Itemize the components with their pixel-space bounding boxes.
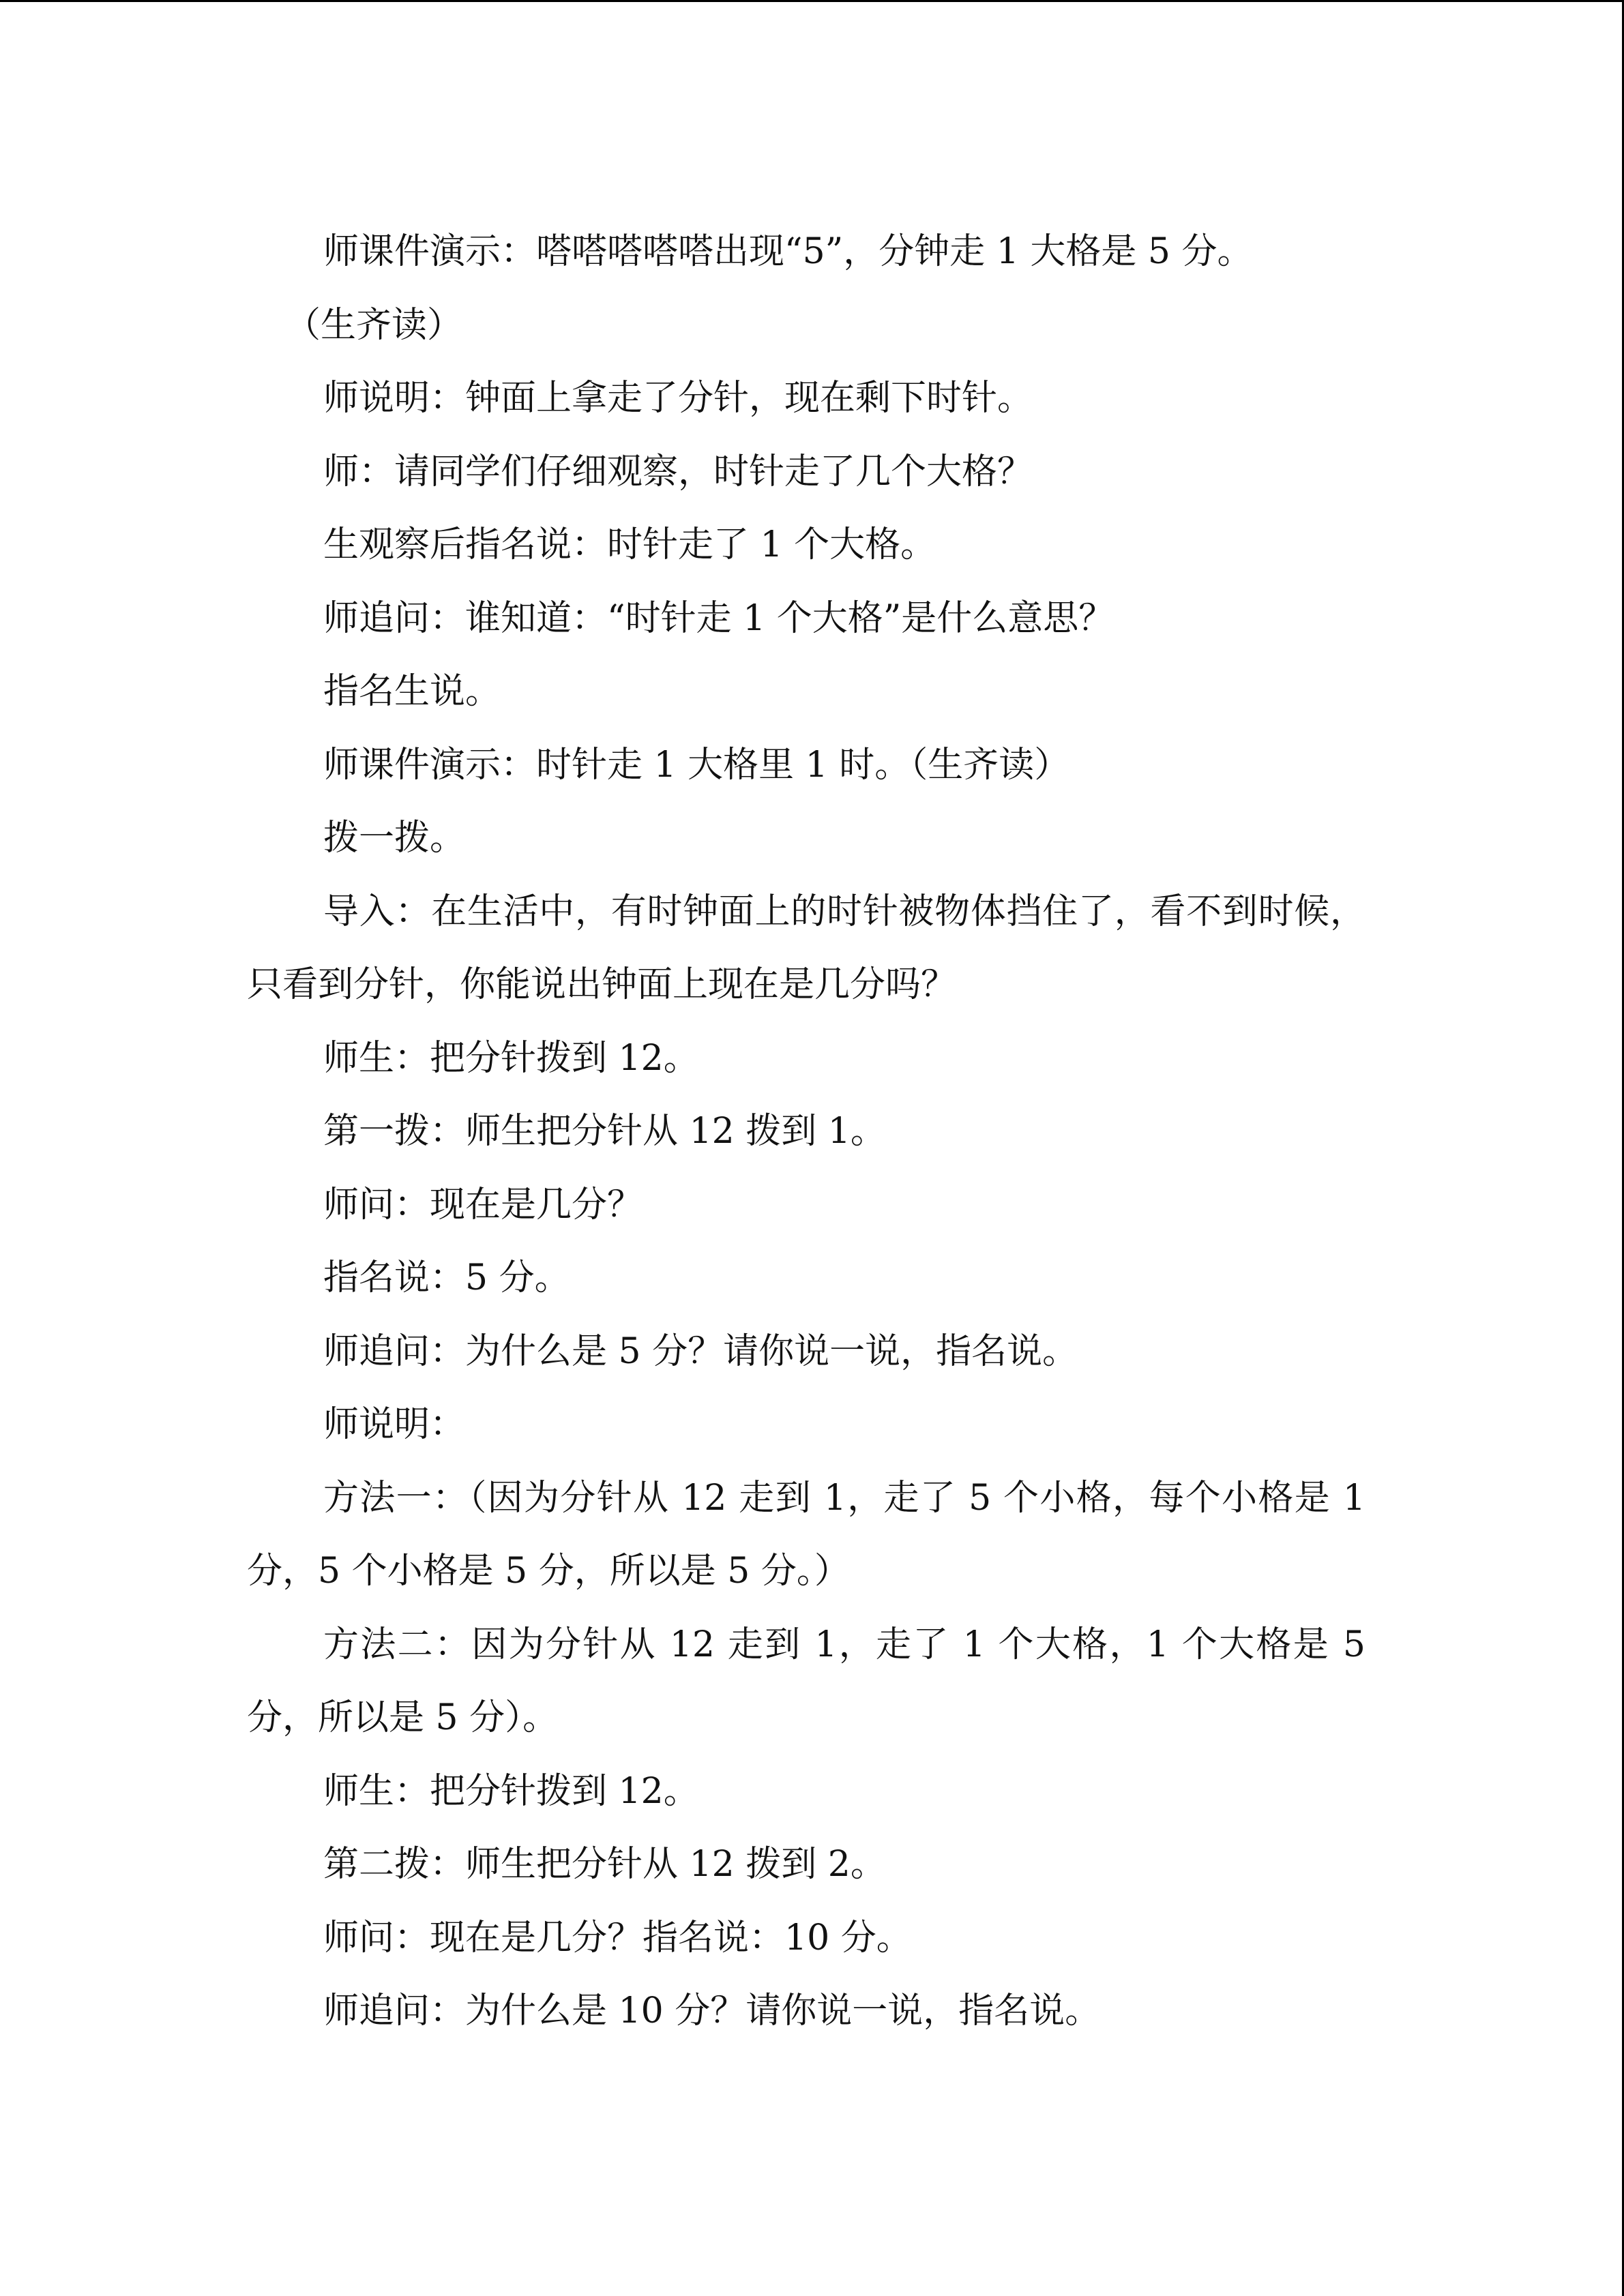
paragraph: 师追问：为什么是 10 分？请你说一说，指名说。 [323, 1991, 1101, 2031]
paragraph: 第一拨：师生把分针从 12 拨到 1。 [323, 1111, 886, 1152]
paragraph: 师课件演示：时针走 1 大格里 1 时。（生齐读） [323, 744, 1070, 786]
document-body [247, 215, 1365, 2048]
paragraph: 第二拨：师生把分针从 12 拨到 2。 [323, 1844, 886, 1885]
paragraph: 师追问：为什么是 5 分？请你说一说，指名说。 [323, 1330, 1078, 1372]
paragraph: 方法一：（因为分针从 12 走到 1，走了 5 个小格，每个小格是 1 分，5 个小格是 5 分，所以是 5 分。） [247, 1477, 1365, 1592]
paragraph: 指名说：5 分。 [323, 1257, 570, 1298]
paragraph: 师说明： [323, 1404, 466, 1445]
paragraph: 师问：现在是几分？ [323, 1184, 643, 1225]
paragraph: 拨一拨。 [323, 818, 466, 859]
paragraph: （生齐读） [285, 304, 463, 346]
paragraph: 师：请同学们仔细观察，时针走了几个大格？ [323, 451, 1033, 492]
paragraph: 指名生说。 [323, 671, 501, 712]
paragraph: 师生：把分针拨到 12。 [323, 1770, 699, 1812]
paragraph: 师课件演示：嗒嗒嗒嗒嗒出现“5”，分钟走 1 大格是 5 分。 [323, 231, 1253, 272]
paragraph: 师问：现在是几分？指名说：10 分。 [323, 1917, 912, 1958]
paragraph: 方法二：因为分针从 12 走到 1，走了 1 个大格，1 个大格是 5 分，所以是 5 分）。 [247, 1624, 1365, 1738]
paragraph: 师生：把分针拨到 12。 [323, 1037, 699, 1079]
paragraph: 师说明：钟面上拿走了分针，现在剩下时针。 [323, 378, 1033, 419]
paragraph: 生观察后指名说：时针走了 1 个大格。 [323, 524, 936, 565]
page-border-top [0, 0, 1624, 2]
paragraph: 导入：在生活中，有时钟面上的时针被物体挡住了，看不到时候，只看到分针，你能说出钟面上现在是几分吗？ [247, 891, 1365, 1005]
paragraph: 师追问：谁知道：“时针走 1 个大格”是什么意思？ [323, 597, 1114, 639]
